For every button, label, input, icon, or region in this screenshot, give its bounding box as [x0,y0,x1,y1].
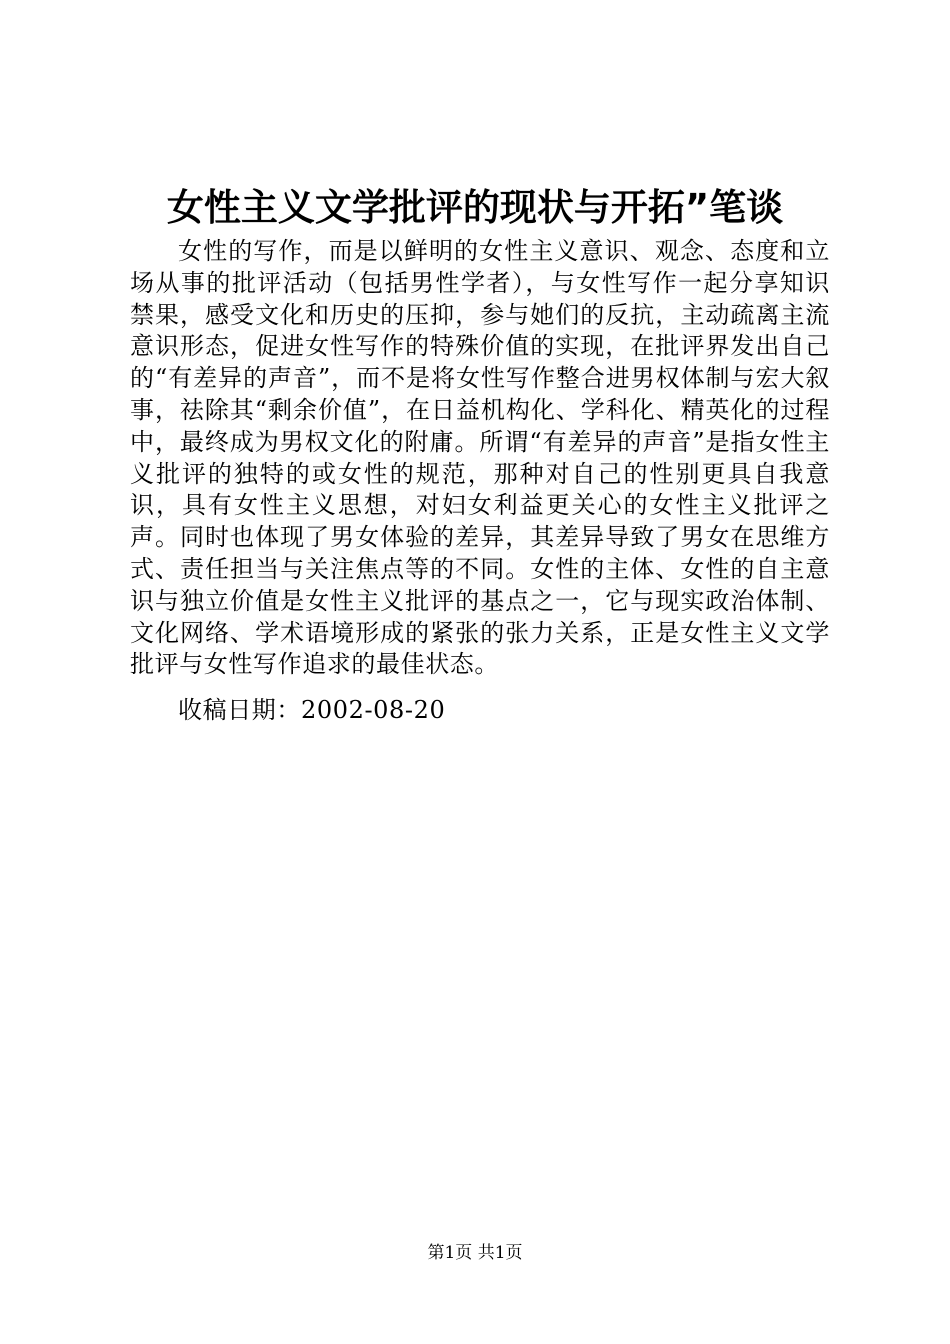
document-title: 女性主义文学批评的现状与开拓”笔谈 [166,186,784,229]
receipt-date: 收稿日期：2002-08-20 [178,696,446,724]
page-footer: 第1页 共1页 [427,1243,523,1263]
body-paragraph: 女性的写作，而是以鲜明的女性主义意识、观念、态度和立场从事的批评活动（包括男性学者），与女性写作一起分享知识禁果，感受文化和历史的压抑，参与她们的反抗，主动疏离主流意识形态，促进女性写作的特殊价值的实现，在批评界发出自己的“有差异的声音”，而不是将女性写作整合进男权体制与宏大叙事，祛除其“剩余价值”，在日益机构化、学科化、精英化的过程中，最终成为男权文化的附庸。所谓“有差异的声音”是指女性主义批评的独特的或女性的规范，那种对自己的性别更具自我意识，具有女性主义思想，对妇女利益更关心的女性主义批评之声。同时也体现了男女体验的差异，其差异导致了男女在思维方式、责任担当与关注焦点等的不同。女性的主体、女性的自主意识与独立价值是女性主义批评的基点之一，它与现实政治体制、文化网络、学术语境形成的紧张的张力关系，正是女性主义文学批评与女性写作追求的最佳状态。 [130,237,830,679]
